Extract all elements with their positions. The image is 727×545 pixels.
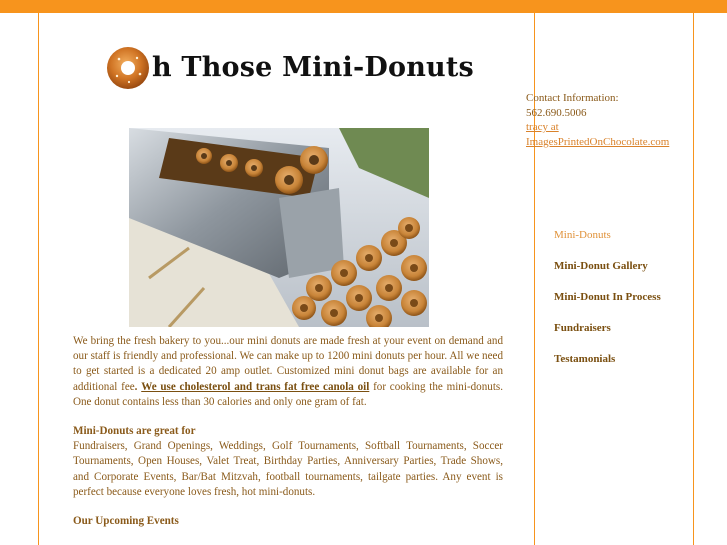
contact-info <box>526 91 669 149</box>
side-nav <box>554 229 661 384</box>
donut-machine-photo <box>129 128 429 327</box>
contact-name-link[interactable]: tracy at <box>526 121 559 134</box>
contact-website-link[interactable]: ImagesPrintedOnChocolate.com <box>526 135 670 148</box>
main-content <box>73 334 503 529</box>
great-for-text: Fundraisers, Grand Openings, Weddings, Golf Tournaments, Softball Tournaments, Soccer Tournaments, Open Houses, Valet Treat, Birthday Parties, Anniversary Parties, Trade Shows, and Corporate Events, Bar/Bat Mitzvah, football tournaments, tailgate parties. Any event is perfect because everyone loves fresh, hot mini-donuts. <box>73 440 503 498</box>
top-accent-bar <box>0 0 727 13</box>
intro-period: . <box>134 380 138 393</box>
canola-oil-link[interactable]: We use cholesterol and trans fat free canola oil <box>141 380 370 393</box>
right-border-line <box>693 13 694 545</box>
nav-item-in-process[interactable]: Mini-Donut In Process <box>554 291 661 303</box>
contact-phone: 562.690.5006 <box>526 106 587 119</box>
intro-text-part1: We bring the fresh bakery to you...our mini donuts are made fresh at your event on demand and our staff is friendly and professional. We can make up to 1200 mini donuts per hour. All we need to get started is a dedicated 20 amp outlet. Customized mini donut bags are available for an additional fee <box>73 335 503 393</box>
nav-item-fundraisers[interactable]: Fundraisers <box>554 322 611 334</box>
contact-heading: Contact Information: <box>526 92 619 104</box>
nav-item-gallery[interactable]: Mini-Donut Gallery <box>554 260 648 272</box>
upcoming-events-heading: Our Upcoming Events <box>73 515 179 528</box>
great-for-heading: Mini-Donuts are great for <box>73 425 196 438</box>
left-border-line <box>38 13 39 545</box>
intro-paragraph <box>73 334 503 410</box>
site-logo[interactable] <box>104 44 504 96</box>
logo-text: h Those Mini-Donuts <box>152 52 474 83</box>
donut-icon <box>104 44 152 92</box>
intro-text-part2: for cooking the mini-donuts. One donut contains less than 30 calories and only one gram of fat. <box>73 380 503 408</box>
photo-illustration <box>129 128 429 327</box>
nav-item-testamonials[interactable]: Testamonials <box>554 353 616 365</box>
nav-item-mini-donuts[interactable]: Mini-Donuts <box>554 229 611 241</box>
